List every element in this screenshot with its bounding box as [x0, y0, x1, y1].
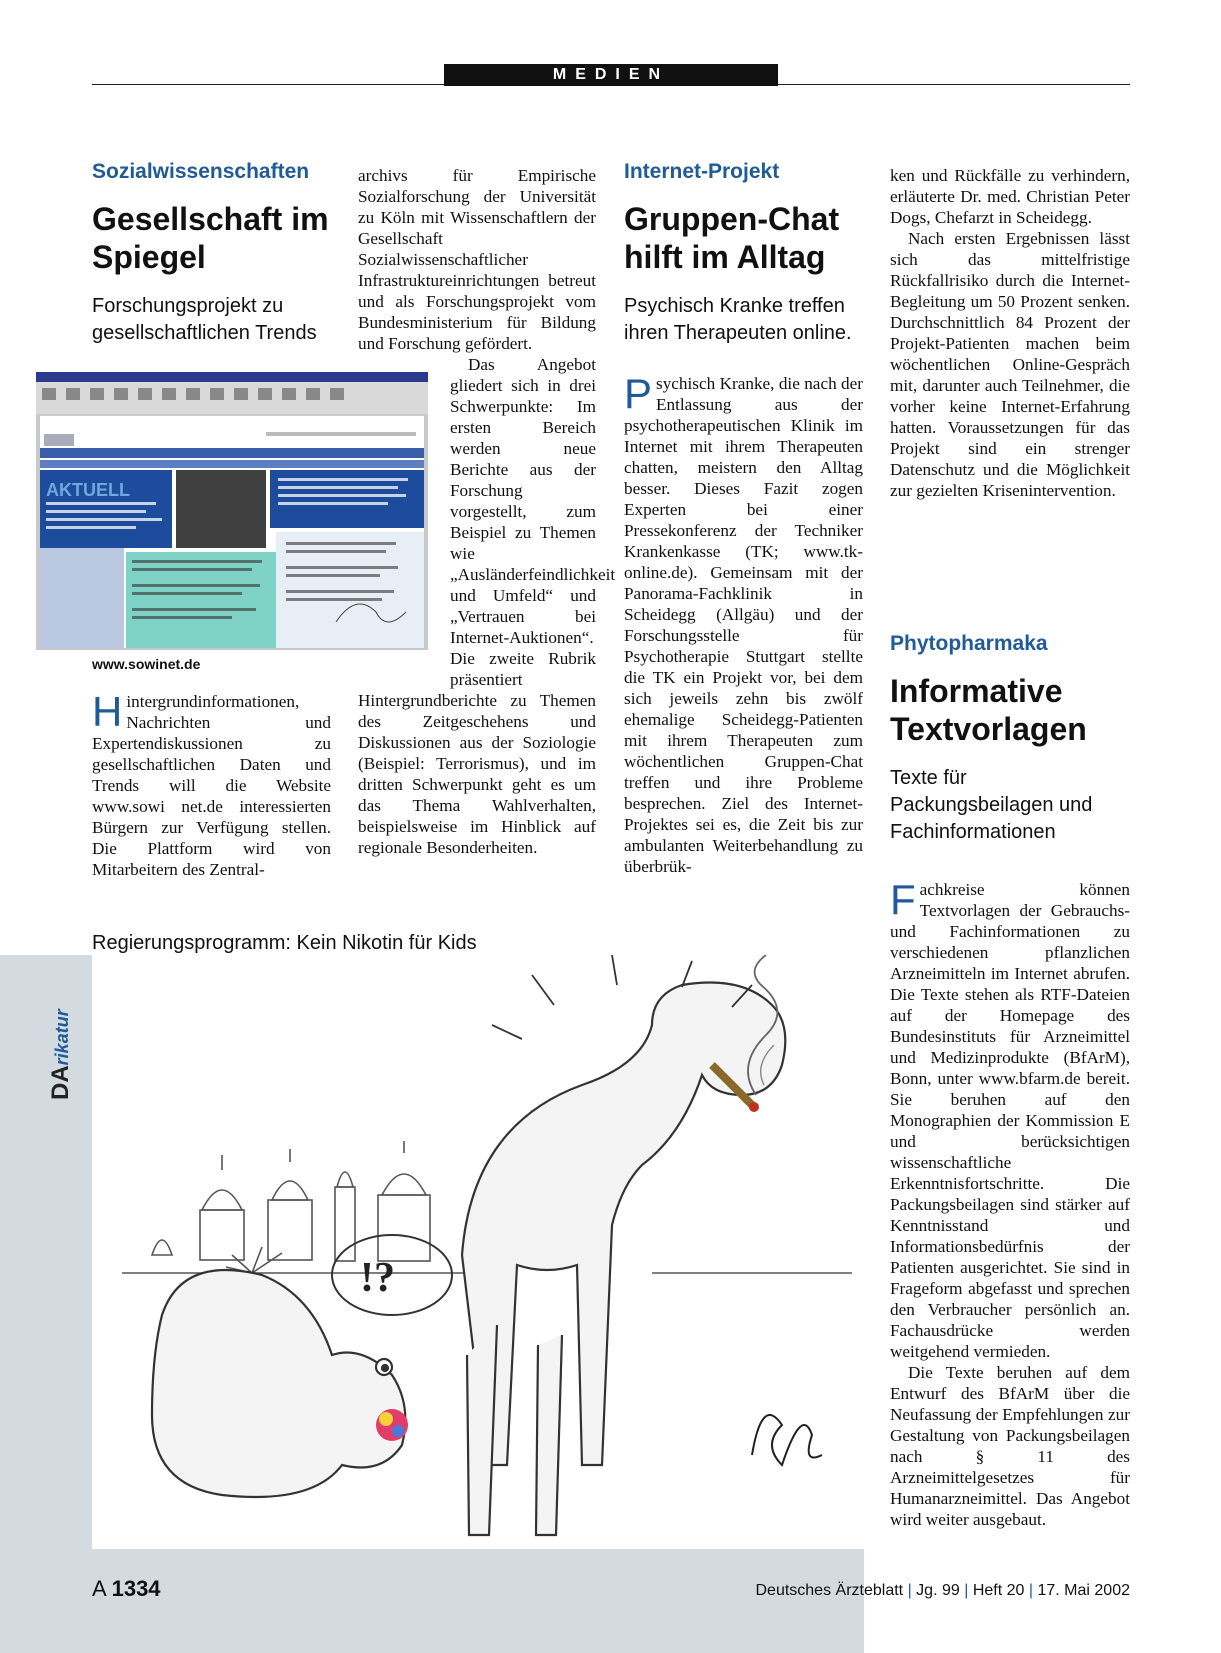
dropcap-f: F	[890, 876, 916, 923]
sowinet-screenshot	[36, 372, 428, 650]
article1-kicker: Sozialwissenschaften	[92, 160, 310, 183]
screenshot-image	[36, 372, 428, 650]
dropcap-h: H	[92, 688, 123, 735]
article3-body: Fachkreise können Textvorlagen der Gebrauchs- und Fachinformationen zu verschiedenen pflanzlichen Arzneimitteln im Internet abrufen. Die Texte stehen als RTF-Dateien auf der Homepage des Bundesinstituts für Arzneimittel und Medizinprodukte (BfArM), Bonn, unter www.bfarm.de bereit. Sie beruhen auf den Monographien der Kommission E und berücksichtigen wissenschaftliche Erkenntnisfortschritte. Die Packungsbeilagen sind stärker auf Kenntnisstand und Informationsbedürfnis der Patienten ausgerichtet. Sie sind in Frageform abgefasst und sprechen den Verbraucher persönlich an. Fachausdrücke werden weitgehend vermieden. Die Texte beruhen auf dem Entwurf des BfArM über die Neufassung der Empfehlungen zur Gestaltung von Packungsbeilagen nach § 11 des Arzneimittelgesetzes für Humanarzneimittel. Das Angebot wird weiter ausgebaut.	[890, 876, 1130, 1529]
dropcap-p: P	[624, 370, 653, 417]
cartoon-drawing	[92, 955, 864, 1549]
page-number: A 1334	[92, 1576, 161, 1601]
article3-kicker: Phytopharmaka	[890, 632, 1048, 655]
article1-col2-bottom: Hintergrundberichte zu Themen des Zeitgeschehens und Diskussionen aus der Soziologie (Beispiel: Terrorismus), und im dritten Schwerpunkt geht es um das Thema Wahlverhalten, beispielsweise im Hinblick auf regionale Besonderheiten.	[358, 691, 596, 857]
article3-subhead: Texte für Packungsbeilagen und Fachinformationen	[890, 767, 1093, 843]
article2-subhead: Psychisch Kranke treffen ihren Therapeuten online.	[624, 295, 852, 344]
article2-col4: ken und Rückfälle zu verhindern, erläuterte Dr. med. Christian Peter Dogs, Chefarzt in Scheidegg. Nach ersten Ergebnissen lässt sich das mittelfristige Rückfallrisiko durch die Internet-Begleitung um 50 Prozent senken. Durchschnittlich 84 Prozent der Projekt-Patienten machen beim wöchentlichen Online-Gespräch mit, darunter auch Teilnehmer, die vorher keine Internet-Erfahrung hatten. Voraussetzungen für das Projekt sind ein strenger Datenschutz und die Möglichkeit zur gezielten Krisenintervention.	[890, 166, 1130, 500]
article1-col2-top: archivs für Empirische Sozialforschung der Universität zu Köln mit Wissenschaftlern der Gesellschaft Sozialwissenschaftlicher Infrastruktureinrichtungen betreut und als Forschungsprojekt vom Bundesministerium für Bildung und Forschung gefördert.	[358, 166, 596, 353]
article3-headline: Informative Textvorlagen	[890, 673, 1087, 747]
svg-text:AKTUELL: AKTUELL	[46, 480, 130, 500]
section-label: MEDIEN	[444, 64, 778, 86]
svg-text:!?: !?	[360, 1255, 395, 1301]
cartoon-title: Regierungsprogramm: Kein Nikotin für Kids	[92, 932, 477, 954]
article2-kicker: Internet-Projekt	[624, 160, 780, 183]
image-caption: www.sowinet.de	[92, 656, 201, 672]
article2-headline: Gruppen-Chat hilft im Alltag	[624, 201, 840, 275]
article1-subhead: Forschungsprojekt zu gesellschaftlichen Trends	[92, 295, 317, 344]
article2-col3: Psychisch Kranke, die nach der Entlassung aus der psychotherapeutischen Klinik im Internet mit ihrem Therapeuten chatten, meistern den Alltag besser. Dieses Fazit zogen Experten bei einer Pressekonferenz der Techniker Krankenkasse (TK; www.tk-online.de). Gemeinsam mit der Panorama-Fachklinik in Scheidegg (Allgäu) und der Forschungsstelle für Psychotherapie Stuttgart stellte die TK ein Projekt vor, bei dem sich jeweils zehn bis zwölf ehemalige Scheidegg-Patienten mit ihrem Therapeuten zum wöchentlichen Gruppen-Chat treffen und ihre Probleme besprechen. Ziel des Internet-Projektes sei es, die Zeit bis zur ambulanten Weiterbehandlung zu überbrük-	[624, 370, 863, 876]
footer-journal-info: Deutsches Ärzteblatt | Jg. 99 | Heft 20 | 17. Mai 2002	[755, 1582, 1130, 1599]
article1-headline: Gesellschaft im Spiegel	[92, 201, 329, 275]
cartoon-image	[92, 955, 864, 1549]
article1-col2-narrow: Das Angebot gliedert sich in drei Schwerpunkte: Im ersten Bereich werden neue Berichte aus der Forschung vorgestellt, zum Beispiel zu Themen wie „Ausländerfeindlichkeit und Umfeld“ und „Vertrauen bei Internet-Auktionen“. Die zweite Rubrik präsentiert	[450, 355, 616, 689]
article1-col1: Hintergrundinformationen, Nachrichten und Expertendiskussionen zu gesellschaftlichen Daten und Trends will die Website www.sowi net.de interessierten Bürgern zur Verfügung stellen. Die Plattform wird von Mitarbeitern des Zentral-	[92, 688, 331, 879]
dakarikatur-label: DArikatur	[47, 1009, 74, 1100]
